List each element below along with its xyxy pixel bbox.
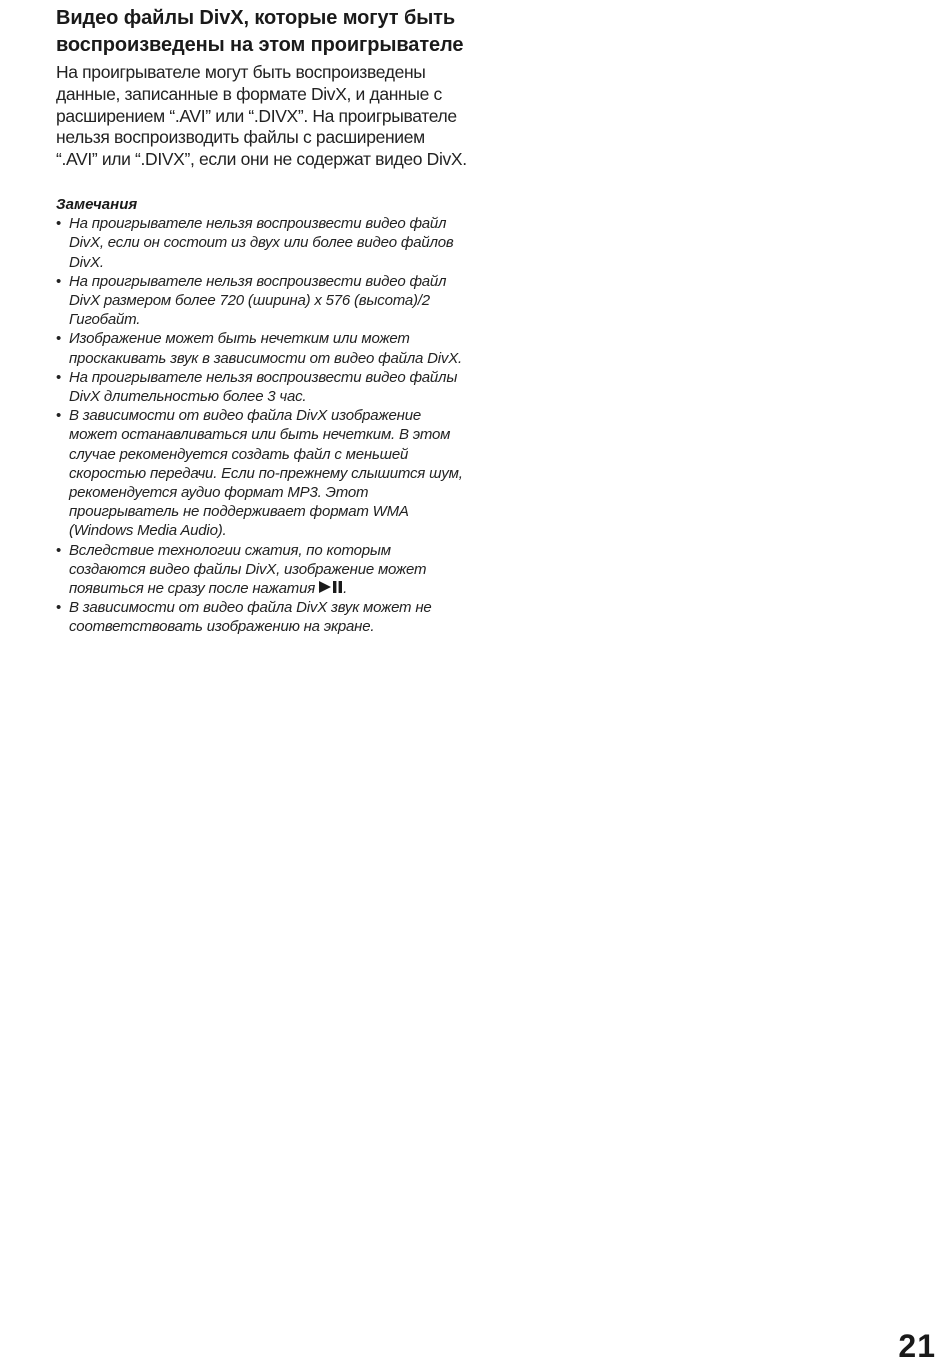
section-title: Видео файлы DivX, которые могут быть воспроизведены на этом проигрывателе <box>56 7 464 56</box>
bullet: • <box>56 272 62 290</box>
bullet: • <box>56 215 62 233</box>
bullet: • <box>56 407 62 425</box>
note-text: Изображение может быть нечетким или может проскакивать звук в зависимости от видео файла DivX. <box>69 330 462 367</box>
page-number: 21 <box>898 1328 936 1364</box>
note-suffix: . <box>343 580 348 598</box>
note-item <box>56 329 468 367</box>
note-text: На проигрывателе нельзя воспроизвести видео файлы DivX длительностью более 3 час. <box>69 368 458 406</box>
note-item <box>56 272 468 330</box>
intro-paragraph: На проигрывателе могут быть воспроизведены данные, записанные в формате DivX, и данные с расширением “.AVI” или “.DIVX”. На проигрывателе нельзя воспроизводить файлы с расширением “.AVI” или “.DIVX”, если они не содержат видео DivX. <box>56 62 467 170</box>
bullet: • <box>56 330 62 348</box>
note-text: На проигрывателе нельзя воспроизвести видео файл DivX размером более 720 (ширина) x 576 (высота)/2 Гигобайт. <box>69 272 447 329</box>
note-text: В зависимости от видео файла DivX изображение может останавливаться или быть нечетким. В этом случае рекомендуется создать файл с меньшей скоростью передачи. Если по-прежнему слышится шум, рекомендуется аудио формат MP3. Этот проигрыватель не поддерживает формат WMA (Windows Media Audio). <box>69 407 463 540</box>
content-column <box>56 5 468 637</box>
note-text: На проигрывателе нельзя воспроизвести видео файл DivX, если он состоит из двух или более видео файлов DivX. <box>69 215 454 271</box>
bullet: • <box>56 368 62 386</box>
note-item <box>56 598 468 636</box>
play-pause-icon <box>319 581 343 593</box>
note-text: Вследствие технологии сжатия, по которым создаются видео файлы DivX, изображение может появиться не сразу после нажатия <box>69 541 427 598</box>
note-item <box>56 214 468 272</box>
note-item <box>56 368 468 406</box>
note-text: В зависимости от видео файла DivX звук может не соответствовать изображению на экране. <box>69 599 432 636</box>
note-item <box>56 406 468 540</box>
notes-list <box>56 214 468 636</box>
bullet: • <box>56 541 62 559</box>
notes-heading: Замечания <box>56 195 138 213</box>
note-item <box>56 541 468 599</box>
bullet: • <box>56 599 62 617</box>
